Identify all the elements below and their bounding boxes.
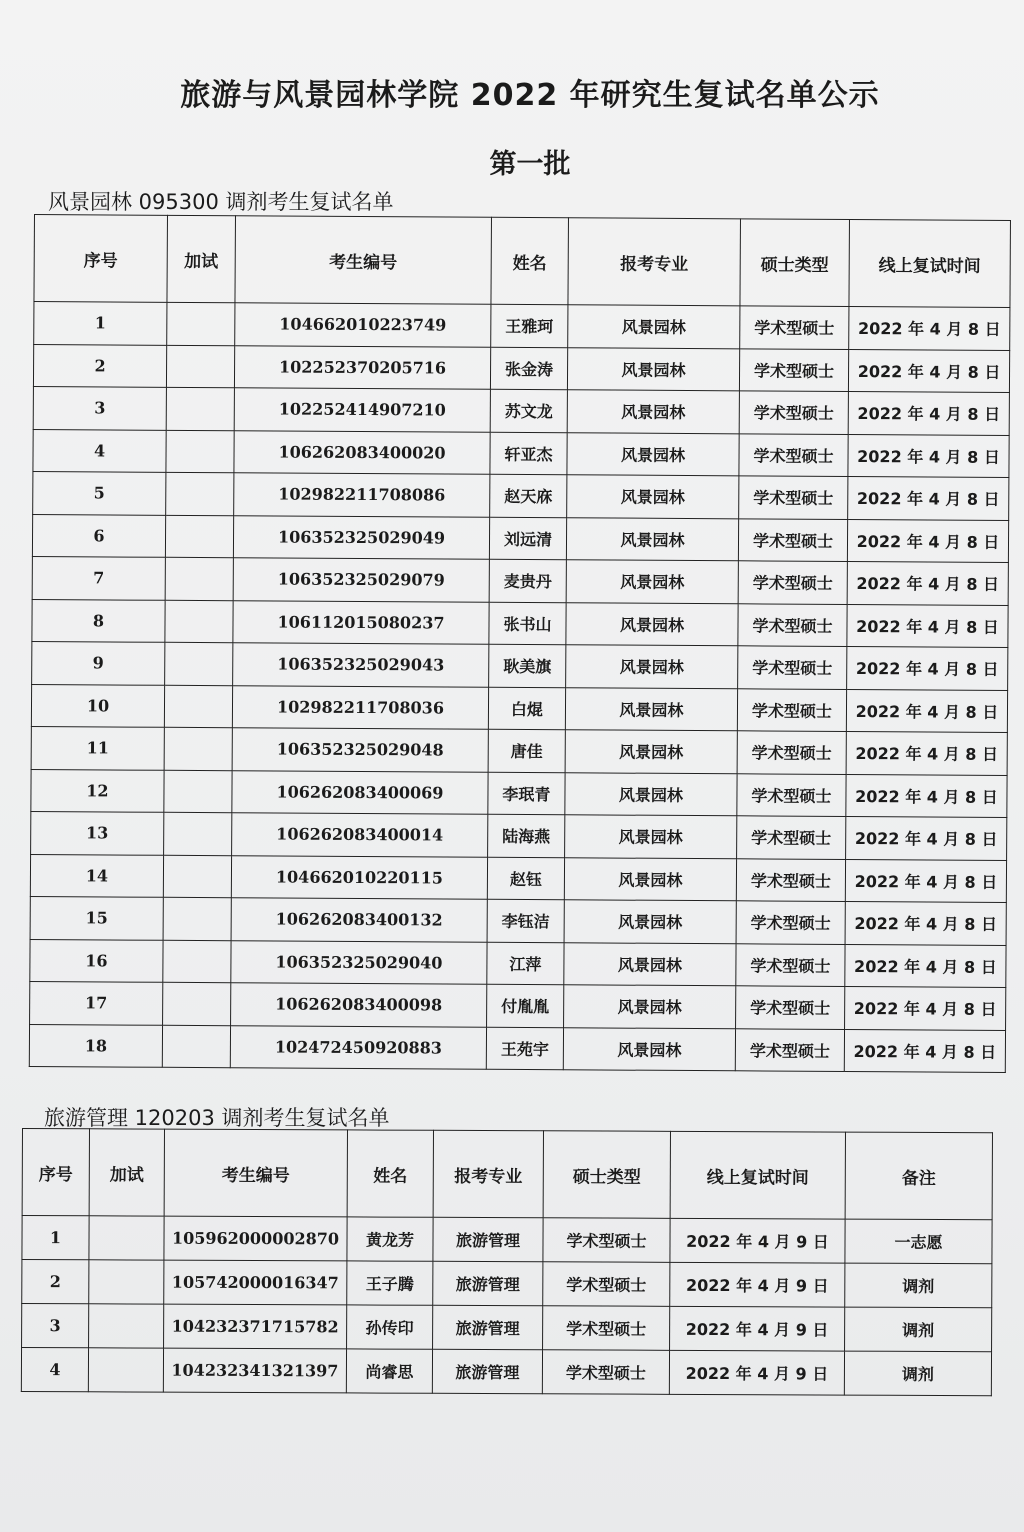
extra-exam-cell bbox=[88, 1348, 163, 1392]
major-cell: 风景园林 bbox=[566, 645, 738, 689]
degree-type-cell: 学术型硕士 bbox=[740, 306, 849, 349]
serial-cell: 1 bbox=[34, 302, 167, 345]
major-cell: 风景园林 bbox=[564, 942, 736, 986]
candidate-id-cell: 106352325029048 bbox=[232, 728, 488, 772]
serial-cell: 17 bbox=[30, 981, 163, 1024]
major-cell: 风景园林 bbox=[565, 687, 737, 731]
extra-exam-cell bbox=[89, 1304, 164, 1348]
degree-type-cell: 学术型硕士 bbox=[739, 391, 848, 434]
page-title: 旅游与风景园林学院 2022 年研究生复试名单公示 bbox=[180, 78, 880, 113]
remark-cell: 一志愿 bbox=[845, 1219, 992, 1264]
degree-type-cell: 学术型硕士 bbox=[736, 858, 845, 901]
serial-cell: 14 bbox=[30, 854, 163, 897]
section2-caption: 旅游管理 120203 调剂考生复试名单 bbox=[44, 1106, 390, 1130]
interview-date-cell: 2022 年 4 月 8 日 bbox=[845, 901, 1006, 944]
name-cell: 孙传印 bbox=[347, 1305, 433, 1349]
table-row bbox=[32, 641, 1008, 689]
major-cell: 风景园林 bbox=[566, 560, 738, 604]
section1-caption: 风景园林 095300 调剂考生复试名单 bbox=[48, 190, 394, 214]
name-cell: 尚睿思 bbox=[346, 1349, 432, 1393]
header-extra-exam: 加试 bbox=[89, 1129, 164, 1216]
interview-date-cell: 2022 年 4 月 8 日 bbox=[846, 731, 1007, 774]
remark-cell: 调剂 bbox=[845, 1263, 992, 1308]
candidate-id-cell: 102982211708086 bbox=[234, 473, 490, 517]
extra-exam-cell bbox=[164, 685, 232, 728]
interview-date-cell: 2022 年 4 月 8 日 bbox=[848, 349, 1009, 392]
major-cell: 风景园林 bbox=[566, 602, 738, 646]
name-cell: 赵天庥 bbox=[490, 474, 567, 517]
extra-exam-cell bbox=[165, 515, 233, 558]
extra-exam-cell bbox=[167, 302, 235, 345]
serial-cell: 13 bbox=[31, 811, 164, 854]
table-row bbox=[33, 429, 1009, 477]
extra-exam-cell bbox=[166, 387, 234, 430]
serial-cell: 2 bbox=[33, 344, 166, 387]
header-extra-exam: 加试 bbox=[167, 215, 236, 302]
serial-cell: 4 bbox=[33, 429, 166, 472]
interview-date-cell: 2022 年 4 月 9 日 bbox=[669, 1350, 844, 1395]
candidate-id-cell: 104662010220115 bbox=[231, 855, 487, 899]
candidate-id-cell: 102472450920883 bbox=[230, 1025, 486, 1069]
table-row bbox=[33, 386, 1009, 434]
degree-type-cell: 学术型硕士 bbox=[737, 688, 846, 731]
header-name: 姓名 bbox=[347, 1130, 433, 1217]
degree-type-cell: 学术型硕士 bbox=[739, 433, 848, 476]
name-cell: 黄龙芳 bbox=[347, 1217, 433, 1261]
major-cell: 风景园林 bbox=[567, 432, 739, 476]
degree-type-cell: 学术型硕士 bbox=[543, 1262, 670, 1307]
interview-date-cell: 2022 年 4 月 8 日 bbox=[848, 391, 1009, 434]
candidate-id-cell: 106352325029049 bbox=[233, 515, 489, 559]
major-cell: 风景园林 bbox=[565, 772, 737, 816]
candidate-id-cell: 102982211708036 bbox=[232, 685, 488, 729]
interview-date-cell: 2022 年 4 月 8 日 bbox=[847, 561, 1008, 604]
table-row bbox=[30, 896, 1006, 944]
header-major: 报考专业 bbox=[568, 218, 741, 306]
table-row bbox=[31, 684, 1007, 732]
extra-exam-cell bbox=[163, 940, 231, 983]
degree-type-cell: 学术型硕士 bbox=[738, 561, 847, 604]
major-cell: 风景园林 bbox=[566, 517, 738, 561]
serial-cell: 15 bbox=[30, 896, 163, 939]
candidate-id-cell: 104232371715782 bbox=[164, 1304, 347, 1349]
interview-date-cell: 2022 年 4 月 8 日 bbox=[845, 986, 1006, 1029]
name-cell: 李珉青 bbox=[488, 772, 565, 815]
serial-cell: 5 bbox=[33, 471, 166, 514]
table-row bbox=[30, 939, 1006, 987]
header-major: 报考专业 bbox=[433, 1130, 543, 1217]
candidate-id-cell: 106262083400132 bbox=[231, 898, 487, 942]
degree-type-cell: 学术型硕士 bbox=[737, 731, 846, 774]
table-row bbox=[31, 811, 1007, 859]
serial-cell: 18 bbox=[29, 1024, 162, 1067]
degree-type-cell: 学术型硕士 bbox=[738, 603, 847, 646]
candidate-id-cell: 106352325029040 bbox=[231, 940, 487, 984]
degree-type-cell: 学术型硕士 bbox=[739, 348, 848, 391]
tourism-management-table bbox=[21, 1128, 993, 1396]
name-cell: 刘远清 bbox=[489, 517, 566, 560]
remark-cell: 调剂 bbox=[845, 1307, 992, 1352]
major-cell: 旅游管理 bbox=[433, 1261, 543, 1305]
landscape-architecture-table bbox=[29, 214, 1011, 1073]
serial-cell: 1 bbox=[22, 1216, 89, 1260]
name-cell: 付胤胤 bbox=[487, 984, 564, 1027]
major-cell: 旅游管理 bbox=[433, 1217, 543, 1261]
candidate-id-cell: 104662010223749 bbox=[235, 303, 491, 347]
header-degree-type: 硕士类型 bbox=[740, 219, 850, 307]
name-cell: 麦贵丹 bbox=[489, 559, 566, 602]
name-cell: 陆海燕 bbox=[488, 814, 565, 857]
name-cell: 王雅珂 bbox=[491, 304, 568, 347]
major-cell: 风景园林 bbox=[565, 815, 737, 859]
serial-cell: 11 bbox=[31, 726, 164, 769]
major-cell: 风景园林 bbox=[564, 857, 736, 901]
table-row bbox=[32, 556, 1008, 604]
major-cell: 旅游管理 bbox=[432, 1349, 542, 1393]
name-cell: 江萍 bbox=[487, 942, 564, 985]
degree-type-cell: 学术型硕士 bbox=[736, 901, 845, 944]
extra-exam-cell bbox=[89, 1260, 164, 1304]
table-row bbox=[30, 854, 1006, 902]
extra-exam-cell bbox=[165, 642, 233, 685]
candidate-id-cell: 106262083400020 bbox=[234, 430, 490, 474]
header-interview-date: 线上复试时间 bbox=[849, 219, 1011, 307]
serial-cell: 16 bbox=[30, 939, 163, 982]
degree-type-cell: 学术型硕士 bbox=[738, 518, 847, 561]
major-cell: 风景园林 bbox=[563, 1027, 735, 1071]
header-degree-type: 硕士类型 bbox=[543, 1131, 670, 1219]
degree-type-cell: 学术型硕士 bbox=[736, 986, 845, 1029]
extra-exam-cell bbox=[89, 1216, 164, 1260]
name-cell: 唐佳 bbox=[488, 729, 565, 772]
name-cell: 耿美旗 bbox=[489, 644, 566, 687]
interview-date-cell: 2022 年 4 月 8 日 bbox=[847, 519, 1008, 562]
serial-cell: 4 bbox=[21, 1348, 88, 1392]
candidate-id-cell: 105742000016347 bbox=[164, 1260, 347, 1305]
interview-date-cell: 2022 年 4 月 8 日 bbox=[847, 604, 1008, 647]
major-cell: 风景园林 bbox=[564, 985, 736, 1029]
table-row bbox=[22, 1304, 992, 1352]
extra-exam-cell bbox=[164, 727, 232, 770]
extra-exam-cell bbox=[163, 982, 231, 1025]
extra-exam-cell bbox=[166, 345, 234, 388]
degree-type-cell: 学术型硕士 bbox=[737, 773, 846, 816]
table-row bbox=[32, 599, 1008, 647]
candidate-id-cell: 102252414907210 bbox=[234, 388, 490, 432]
major-cell: 风景园林 bbox=[567, 347, 739, 391]
name-cell: 李钰洁 bbox=[487, 899, 564, 942]
major-cell: 风景园林 bbox=[567, 390, 739, 434]
candidate-id-cell: 106262083400014 bbox=[232, 813, 488, 857]
extra-exam-cell bbox=[166, 430, 234, 473]
extra-exam-cell bbox=[165, 557, 233, 600]
batch-subtitle: 第一批 bbox=[489, 149, 571, 180]
extra-exam-cell bbox=[162, 1025, 230, 1068]
extra-exam-cell bbox=[163, 855, 231, 898]
serial-cell: 8 bbox=[32, 599, 165, 642]
header-name: 姓名 bbox=[491, 217, 569, 304]
serial-cell: 6 bbox=[32, 514, 165, 557]
serial-cell: 7 bbox=[32, 556, 165, 599]
interview-date-cell: 2022 年 4 月 8 日 bbox=[848, 434, 1009, 477]
interview-date-cell: 2022 年 4 月 9 日 bbox=[670, 1306, 845, 1351]
extra-exam-cell bbox=[164, 770, 232, 813]
name-cell: 赵钰 bbox=[487, 857, 564, 900]
degree-type-cell: 学术型硕士 bbox=[738, 646, 847, 689]
candidate-id-cell: 106352325029043 bbox=[233, 643, 489, 687]
header-candidate-id: 考生编号 bbox=[164, 1129, 347, 1217]
serial-cell: 9 bbox=[32, 641, 165, 684]
interview-date-cell: 2022 年 4 月 8 日 bbox=[846, 816, 1007, 859]
major-cell: 风景园林 bbox=[567, 475, 739, 519]
degree-type-cell: 学术型硕士 bbox=[542, 1350, 669, 1395]
major-cell: 风景园林 bbox=[564, 900, 736, 944]
remark-cell: 调剂 bbox=[844, 1351, 991, 1396]
degree-type-cell: 学术型硕士 bbox=[736, 943, 845, 986]
interview-date-cell: 2022 年 4 月 8 日 bbox=[846, 774, 1007, 817]
candidate-id-cell: 106112015080237 bbox=[233, 600, 489, 644]
extra-exam-cell bbox=[163, 897, 231, 940]
serial-cell: 2 bbox=[22, 1260, 89, 1304]
header-interview-date: 线上复试时间 bbox=[670, 1131, 845, 1219]
name-cell: 苏文龙 bbox=[490, 389, 567, 432]
name-cell: 张金涛 bbox=[490, 347, 567, 390]
table-header-row bbox=[34, 215, 1011, 308]
candidate-id-cell: 106262083400098 bbox=[231, 983, 487, 1027]
table-row bbox=[22, 1260, 992, 1308]
serial-cell: 3 bbox=[22, 1304, 89, 1348]
header-remark: 备注 bbox=[845, 1132, 992, 1220]
serial-cell: 3 bbox=[33, 386, 166, 429]
header-serial: 序号 bbox=[34, 215, 168, 303]
table-row bbox=[31, 726, 1007, 774]
header-candidate-id: 考生编号 bbox=[235, 216, 492, 305]
interview-date-cell: 2022 年 4 月 8 日 bbox=[849, 306, 1010, 349]
table-row bbox=[31, 769, 1007, 817]
interview-date-cell: 2022 年 4 月 8 日 bbox=[844, 1029, 1005, 1072]
extra-exam-cell bbox=[164, 812, 232, 855]
interview-date-cell: 2022 年 4 月 8 日 bbox=[846, 689, 1007, 732]
major-cell: 风景园林 bbox=[565, 730, 737, 774]
table-row bbox=[34, 302, 1010, 350]
interview-date-cell: 2022 年 4 月 8 日 bbox=[845, 944, 1006, 987]
header-serial: 序号 bbox=[22, 1129, 89, 1216]
candidate-id-cell: 104232341321397 bbox=[163, 1348, 346, 1393]
serial-cell: 12 bbox=[31, 769, 164, 812]
table-row bbox=[21, 1348, 991, 1396]
interview-date-cell: 2022 年 4 月 8 日 bbox=[848, 476, 1009, 519]
table-row bbox=[33, 471, 1009, 519]
degree-type-cell: 学术型硕士 bbox=[737, 816, 846, 859]
degree-type-cell: 学术型硕士 bbox=[543, 1218, 670, 1263]
extra-exam-cell bbox=[165, 600, 233, 643]
major-cell: 旅游管理 bbox=[433, 1305, 543, 1349]
interview-date-cell: 2022 年 4 月 8 日 bbox=[845, 859, 1006, 902]
table-row bbox=[32, 514, 1008, 562]
table-row bbox=[33, 344, 1009, 392]
name-cell: 王苑宇 bbox=[486, 1027, 563, 1070]
serial-cell: 10 bbox=[31, 684, 164, 727]
name-cell: 白焜 bbox=[488, 687, 565, 730]
name-cell: 轩亚杰 bbox=[490, 432, 567, 475]
degree-type-cell: 学术型硕士 bbox=[543, 1306, 670, 1351]
table-row bbox=[22, 1216, 992, 1264]
name-cell: 张书山 bbox=[489, 602, 566, 645]
candidate-id-cell: 105962000002870 bbox=[164, 1216, 347, 1261]
degree-type-cell: 学术型硕士 bbox=[739, 476, 848, 519]
candidate-id-cell: 102252370205716 bbox=[234, 345, 490, 389]
degree-type-cell: 学术型硕士 bbox=[735, 1028, 844, 1071]
table-header-row bbox=[22, 1129, 992, 1220]
extra-exam-cell bbox=[166, 472, 234, 515]
name-cell: 王子腾 bbox=[347, 1261, 433, 1305]
table-row bbox=[29, 1024, 1005, 1072]
major-cell: 风景园林 bbox=[568, 305, 740, 349]
candidate-id-cell: 106262083400069 bbox=[232, 770, 488, 814]
candidate-id-cell: 106352325029079 bbox=[233, 558, 489, 602]
table-row bbox=[30, 981, 1006, 1029]
interview-date-cell: 2022 年 4 月 9 日 bbox=[670, 1262, 845, 1307]
interview-date-cell: 2022 年 4 月 8 日 bbox=[847, 646, 1008, 689]
interview-date-cell: 2022 年 4 月 9 日 bbox=[670, 1218, 845, 1263]
